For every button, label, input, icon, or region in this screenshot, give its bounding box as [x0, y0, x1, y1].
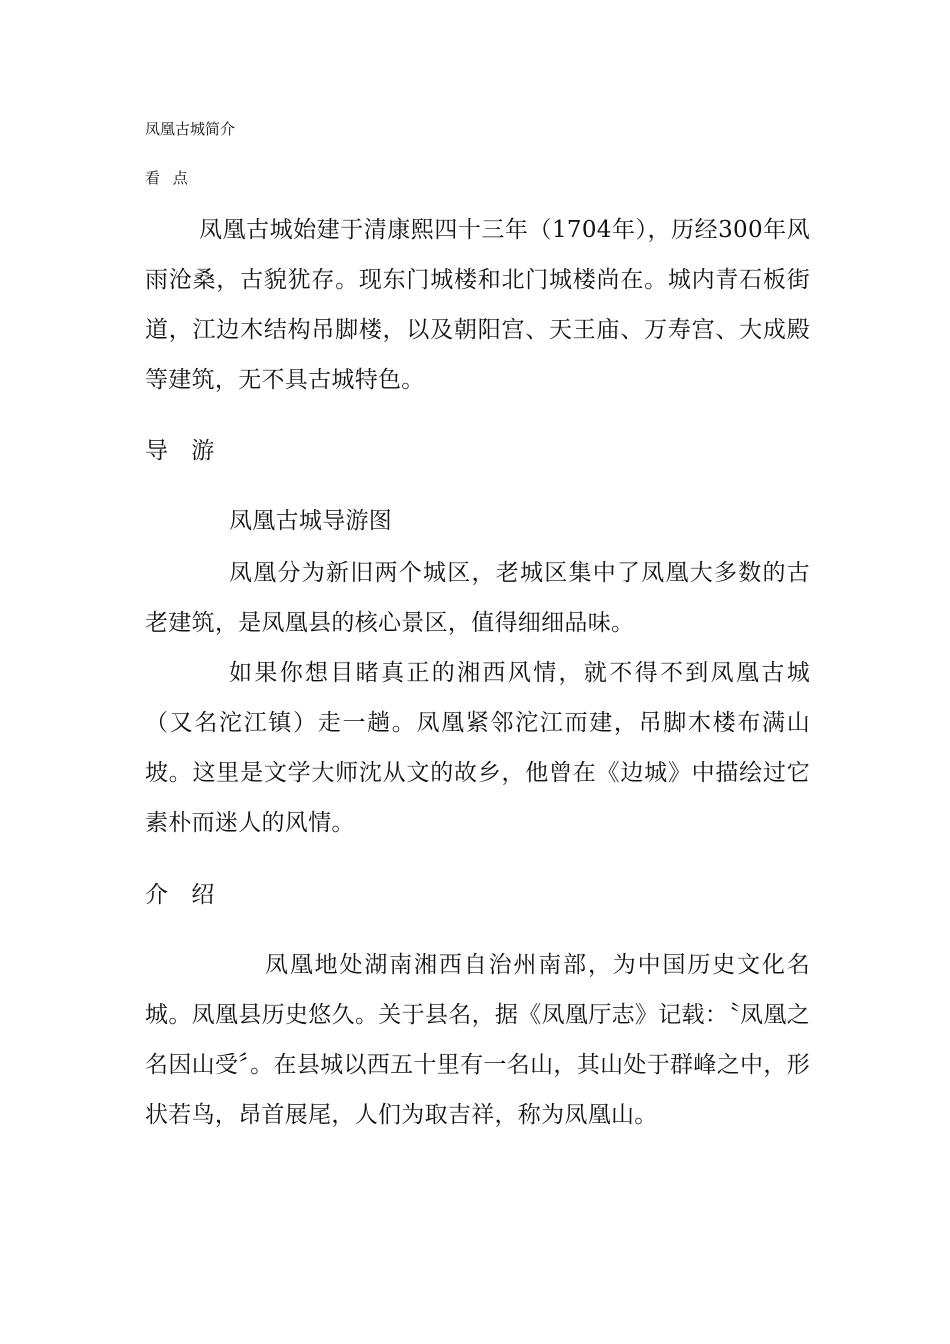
- paragraph-guide-map-caption: 凤凰古城导游图: [229, 508, 393, 534]
- section-heading-introduction: 介 绍: [145, 882, 223, 908]
- paragraph-introduction: 凤凰地处湖南湘西自治州南部，为中国历史文化名城。凤凰县历史悠久。关于县名，据《凤凰厅志》记载：〝凤凰之名因山受〞。在县城以西五十里有一名山，其山处于群峰之中，形状若鸟，昂首展尾，人们为取吉祥，称为凤凰山。: [145, 952, 810, 1128]
- document-title: 凤凰古城简介: [145, 120, 236, 138]
- paragraph-guide-districts: 凤凰分为新旧两个城区，老城区集中了凤凰大多数的古老建筑，是凤凰县的核心景区，值得细细品味。: [145, 560, 810, 636]
- paragraph-guide-scenery: 如果你想目睹真正的湘西风情，就不得不到凤凰古城（又名沱江镇）走一趟。凤凰紧邻沱江而建，吊脚木楼布满山坡。这里是文学大师沈从文的故乡，他曾在《边城》中描绘过它素朴而迷人的风情。: [145, 660, 810, 836]
- section-heading-highlights: 看 点: [145, 169, 192, 187]
- section-heading-guide: 导 游: [145, 438, 223, 464]
- paragraph-highlights: 凤凰古城始建于清康熙四十三年（1704年），历经300年风雨沧桑，古貌犹存。现东门城楼和北门城楼尚在。城内青石板街道，江边木结构吊脚楼，以及朝阳宫、天王庙、万寿宫、大成殿等建筑，无不具古城特色。: [145, 217, 810, 393]
